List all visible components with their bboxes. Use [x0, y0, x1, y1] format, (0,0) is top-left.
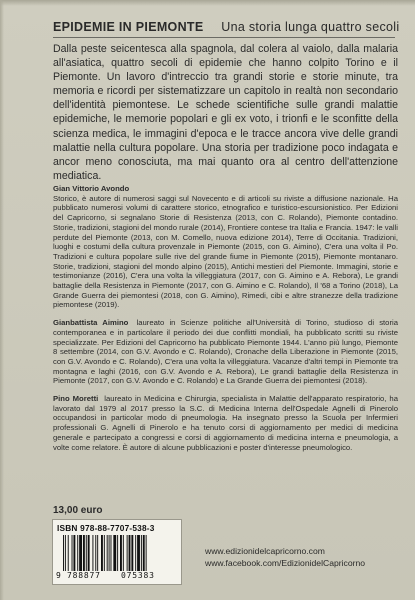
blurb-text: Dalla peste seicentesca alla spagnola, dal colera al vaiolo, dalla malaria all'asiatica, quattro secoli di epidemie che hanno colpito Torino e il Piemonte. Un lavoro d'intreccio tra grandi storie e storie minute, tra memoria e ricordi per sistematizzare un capitolo in realtà non secondario dell'identità piemontese. Le schede scientifiche sulle grandi malattie epidemiche, le memorie popolari e gli ex voto, i trionfi e le sconfitte della scienza medica, le immagini d'epoca e le tracce ancora vive delle grandi malattie nella cultura popolare. Una storia per tradizione poco indagata e ancor meno conosciuta, ma mai quanto ora al centro dell'attenzione mediatica.	[53, 43, 398, 182]
facebook-link[interactable]: www.facebook.com/EdizionidelCapricorno	[205, 558, 366, 568]
barcode-bar	[141, 535, 142, 571]
scan-edge-shadow-top	[0, 0, 415, 6]
barcode-bar	[109, 535, 110, 571]
barcode-block	[52, 519, 182, 585]
barcode-bar	[79, 535, 82, 571]
barcode-bar	[113, 535, 116, 571]
barcode-bar	[135, 535, 136, 571]
author-name: Pino Moretti	[53, 394, 99, 404]
publisher-links	[205, 545, 365, 569]
barcode-bar	[73, 535, 75, 571]
scan-edge-shadow-left	[0, 0, 4, 600]
barcode-bar	[131, 535, 133, 571]
barcode-bar	[146, 535, 147, 571]
header-divider	[53, 37, 395, 38]
barcode-bar	[107, 535, 108, 571]
barcode-bar	[68, 535, 69, 571]
barcode-bar	[127, 535, 128, 571]
author-bio-text: Storico, è autore di numerosi saggi sul Novecento e di articoli su riviste a diffusione nazionale. Ha pubblicato numerosi volumi di carattere storico, etnografico e turistico-escursionistico. Per Edizioni del Capricorno, si segnalano Storie di Resistenza (2013, con C. Rolando), Piemonte contadino. Storie, tradizioni, stagioni del mondo rurale (2014), Frontiere contese tra Italia e Francia. 1947: le valli perdute del Piemonte (2013, con M. Comello, nuova edizione 2014), Terre di Occitania. Tradizioni, luoghi e costumi della cultura provenzale in Piemonte (2015, con G. Aimino), C'era una volta il Po. Tradizioni e cultura popolare sulle rive del grande fiume in Piemonte (2015), Piemonte montanaro. Storie, tradizioni, stagioni del mondo alpino (2015), Antichi mestieri del Piemonte. Immagini, storie e testimonianze (2016), C'era una volta la villeggiatura (2017, con G. Aimino e A. Rebora), Le grandi battaglie della Resistenza in Piemonte (2017, con G. Aimino e C. Rolando), Il '68 a Torino (2018), La Grande Guerra dei piemontesi (2018, con G. Aimino), Rimedi, cibi e altre stranezze della tradizione piemontese (2019).	[53, 193, 398, 310]
ean-left-group: 788877	[67, 571, 101, 580]
barcode-bars	[63, 535, 175, 571]
author-bio-moretti	[53, 394, 398, 452]
author-bio-avondo	[53, 184, 398, 310]
barcode-bar	[111, 535, 112, 571]
cover-header	[53, 20, 400, 34]
barcode-bar	[97, 535, 98, 571]
price-label: 13,00 euro	[53, 505, 103, 516]
author-name: Gianbattista Aimino	[53, 318, 129, 328]
barcode-bar	[143, 535, 145, 571]
barcode-bar	[72, 535, 73, 571]
author-bio-aimino	[53, 318, 398, 386]
isbn-label: ISBN 978-88-7707-538-3	[57, 523, 155, 533]
barcode-bar	[95, 535, 96, 571]
barcode-bar	[63, 535, 64, 571]
barcode-bar	[77, 535, 78, 571]
book-title: EPIDEMIE IN PIEMONTE	[53, 20, 204, 34]
barcode-bar	[101, 535, 103, 571]
author-bios	[53, 184, 398, 460]
barcode-bar	[123, 535, 124, 571]
barcode-bar	[120, 535, 122, 571]
barcode-bar	[65, 535, 66, 571]
author-name: Gian Vittorio Avondo	[53, 184, 130, 193]
author-bio-text: laureato in Medicina e Chirurgia, specialista in Malattie dell'apparato respiratorio, ha lavorato dal 1979 al 2017 presso la S.C. di Medicina Interna dell'Ospedale Agnelli di Pinerolo occupandosi in particolar modo di pneumologia. Ha insegnato presso la Scuola per Infermieri professionali G. Agnelli di Pinerolo e ha tenuto corsi di aggiornamento per medici di medicina generale e partecipato a congressi e corsi di aggiornamento di medicina interna e pneumologia, a volte come relatore. È autore di alcune pubblicazioni e poster d'interesse pneumologico.	[53, 394, 398, 452]
barcode-bar	[88, 535, 90, 571]
barcode-bar	[104, 535, 105, 571]
barcode-bar	[129, 535, 131, 571]
book-subtitle: Una storia lunga quattro secoli	[221, 20, 400, 34]
barcode-bar	[83, 535, 85, 571]
barcode-bar	[117, 535, 118, 571]
barcode-bar	[137, 535, 140, 571]
barcode-bar	[86, 535, 87, 571]
barcode-bar	[92, 535, 93, 571]
ean-right-group: 075383	[121, 571, 155, 580]
website-link[interactable]: www.edizionidelcapricorno.com	[205, 546, 325, 556]
author-bio-text: laureato in Scienze politiche all'Università di Torino, studioso di storia contemporanea e in particolare il periodo dei due conflitti mondiali, ha pubblicato scritti su riviste specializzate. Per Edizioni del Capricorno ha pubblicato Piemonte 1944. L'anno più lungo, Piemonte 8 settembre (2014, con G.V. Avondo e C. Rolando), Cronache della Liberazione in Piemonte (2015, con G.V. Avondo e C. Rolando), C'era una volta la villeggiatura. Vacanze d'altri tempi in Piemonte tra montagna e laghi (2016, con G.V. Avondo e A. Rebora), Le grandi battaglie della Resistenza in Piemonte (2017, con G.V. Avondo e C. Rolando) e La Grande Guerra dei piemontesi (2018).	[53, 318, 398, 386]
ean-first-digit: 9	[56, 571, 61, 580]
